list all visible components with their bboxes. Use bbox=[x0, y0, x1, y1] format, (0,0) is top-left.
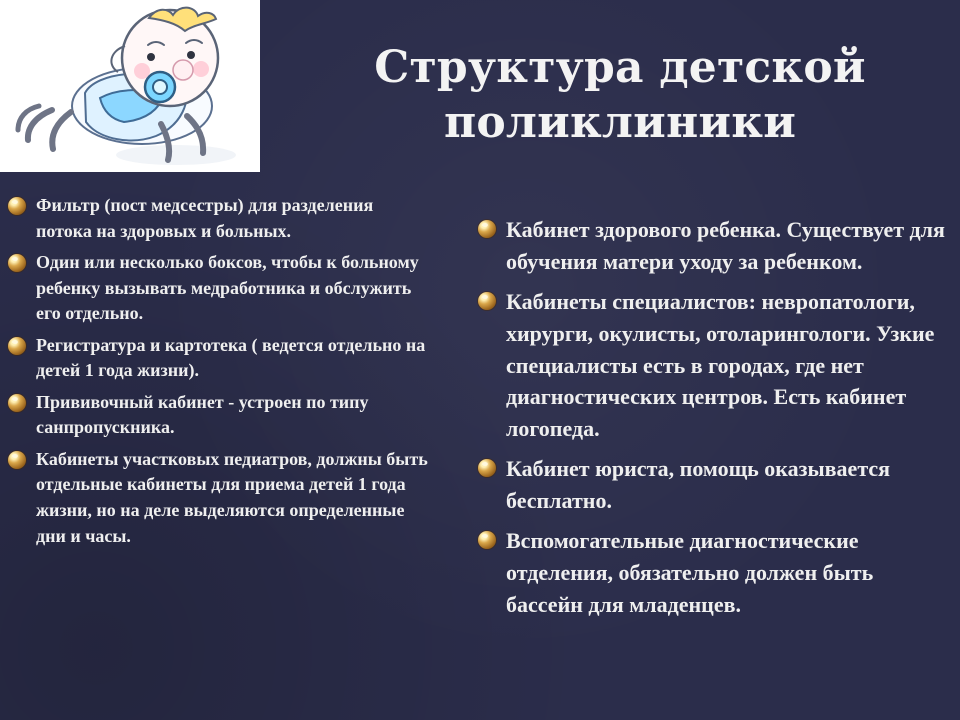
right-list-item-text: Вспомогательные диагностические отделения, обязательно должен быть бассейн для младенцев. bbox=[506, 528, 874, 617]
left-list-item-text: Прививочный кабинет - устроен по типу санпропускника. bbox=[36, 391, 369, 438]
right-list-item bbox=[478, 453, 948, 517]
left-list-item bbox=[8, 193, 428, 244]
right-list-item-text: Кабинет юриста, помощь оказывается бесплатно. bbox=[506, 456, 891, 514]
left-list-item-text: Фильтр (пост медсестры) для разделения потока на здоровых и больных. bbox=[36, 195, 374, 241]
left-list-item-text: Кабинеты участковых педиатров, должны быть отдельные кабинеты для приема детей 1 года жизни, но на деле выделяются определенные дни и часы. bbox=[36, 448, 428, 546]
gold-orb-bullet-icon bbox=[478, 459, 496, 477]
gold-orb-bullet-icon bbox=[8, 451, 26, 469]
gold-orb-bullet-icon bbox=[8, 394, 26, 412]
title-line-1: Структура детской bbox=[374, 42, 866, 93]
left-list-item-text: Регистратура и картотека ( ведется отдельно на детей 1 года жизни). bbox=[36, 334, 426, 381]
left-bullet-list bbox=[8, 193, 428, 555]
right-list-item bbox=[478, 286, 948, 445]
right-list-item bbox=[478, 214, 948, 278]
page-title bbox=[360, 40, 880, 151]
baby-illustration-card bbox=[0, 0, 260, 172]
baby-illustration bbox=[0, 0, 260, 172]
right-list-item-text: Кабинеты специалистов: невропатологи, хирурги, окулисты, отоларингологи. Узкие специалисты есть в городах, где нет диагностических центров. Есть кабинет логопеда. bbox=[506, 288, 935, 442]
left-list-item bbox=[8, 333, 428, 384]
right-list-item-text: Кабинет здорового ребенка. Существует для обучения матери уходу за ребенком. bbox=[506, 217, 945, 274]
left-list-item bbox=[8, 390, 428, 441]
left-list-item bbox=[8, 250, 428, 327]
gold-orb-bullet-icon bbox=[8, 337, 26, 355]
gold-orb-bullet-icon bbox=[8, 197, 26, 215]
gold-orb-bullet-icon bbox=[478, 220, 496, 238]
gold-orb-bullet-icon bbox=[8, 254, 26, 272]
gold-orb-bullet-icon bbox=[478, 531, 496, 549]
right-bullet-list bbox=[478, 214, 948, 629]
right-list-item bbox=[478, 525, 948, 621]
left-list-item-text: Один или несколько боксов, чтобы к больному ребенку вызывать медработника и обслужить его отдельно. bbox=[36, 252, 419, 324]
gold-orb-bullet-icon bbox=[478, 292, 496, 310]
title-line-2: поликлиники bbox=[443, 97, 797, 149]
left-list-item bbox=[8, 447, 428, 549]
